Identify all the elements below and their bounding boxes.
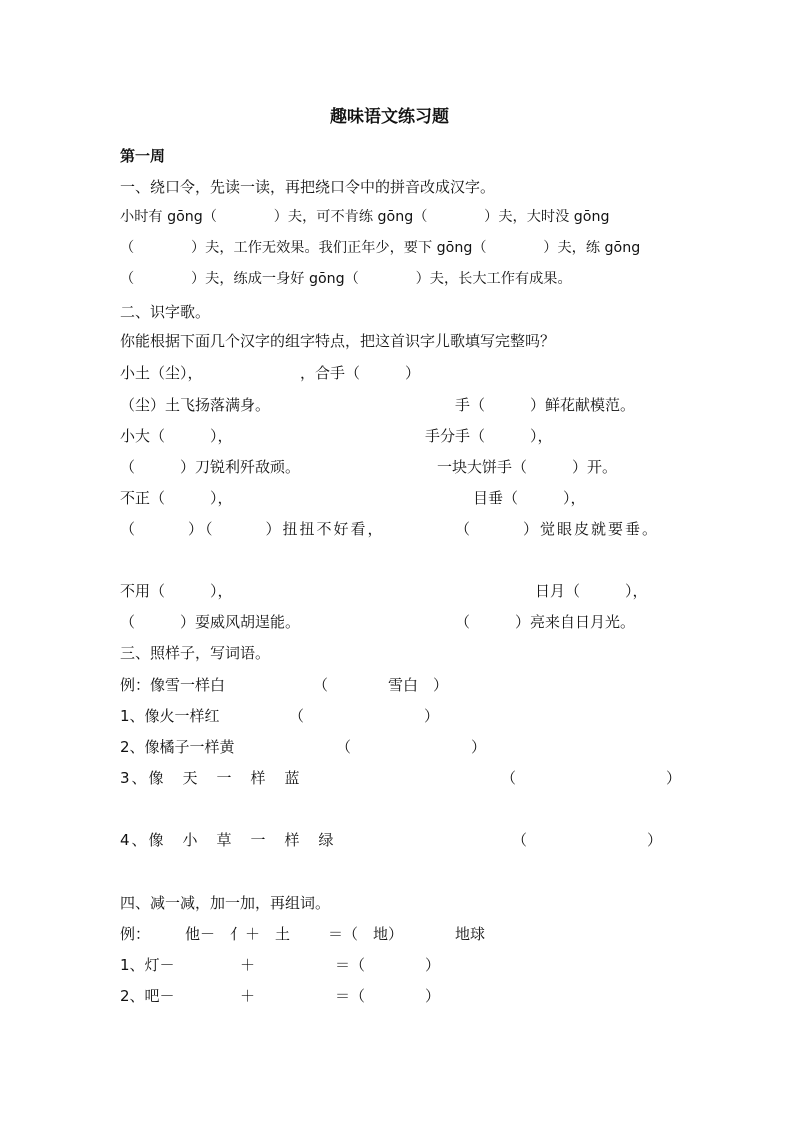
week-heading: 第一周 [120, 147, 166, 165]
item-1-left: 1、像火一样红 [120, 707, 220, 725]
section-1-line-3: （ ）夫，练成一身好 gōng（ ）夫，长大工作有成果。 [120, 271, 572, 287]
rhyme-row-2-left: （尘）土飞扬落满身。 [120, 396, 271, 414]
example-right: （ 雪白 ） [313, 676, 449, 694]
rhyme-row-6-right: （ ）觉眼皮就要垂。 [455, 520, 660, 538]
item-4-1-left: 1、灯－ [120, 956, 175, 974]
item-4-2-left: 2、吧－ [120, 987, 175, 1005]
section-1-line-1: 小时有 gōng（ ）夫，可不肯练 gōng（ ）夫，大时没 gōng [120, 209, 610, 225]
rhyme-row-6-left: （ ）（ ）扭扭不好看， [120, 520, 385, 538]
section-4-heading: 四、减一减，加一加，再组词。 [120, 894, 331, 912]
rhyme-row-3-right: 手分手（ ）， [425, 427, 553, 445]
example-left: 例：像雪一样白 [120, 676, 226, 694]
rhyme-row-5-right: 目垂（ ）， [473, 489, 586, 507]
item-2-left: 2、像橘子一样黄 [120, 738, 235, 756]
rhyme-row-8-left: （ ）耍威风胡逞能。 [120, 613, 301, 631]
example-4-word: 地球 [455, 925, 486, 943]
section-1-heading: 一、绕口令，先读一读，再把绕口令中的拼音改成汉字。 [120, 178, 496, 196]
item-4-left: 4、像 小 草 一 样 绿 [120, 831, 336, 849]
rhyme-row-7-right: 日月（ ）， [535, 582, 648, 600]
item-4-1-plus: ＋ [240, 956, 256, 974]
section-2-heading: 二、识字歌。 [120, 303, 211, 321]
item-1-blank: （ ） [289, 707, 440, 725]
example-4-result: ＝（ 地） [328, 925, 404, 943]
rhyme-row-2-right: 手（ ）鲜花献模范。 [455, 396, 636, 414]
item-3-left: 3、像 天 一 样 蓝 [120, 769, 302, 787]
section-1-line-2: （ ）夫，工作无效果。我们正年少，要下 gōng（ ）夫，练 gōng [120, 240, 641, 256]
section-2-intro: 你能根据下面几个汉字的组字特点，把这首识字儿歌填写完整吗？ [120, 332, 556, 350]
item-4-2-plus: ＋ [240, 987, 256, 1005]
example-4-label: 例： [120, 925, 151, 943]
item-4-blank: （ ） [512, 831, 663, 849]
item-3-blank: （ ） [501, 769, 682, 787]
section-3-heading: 三、照样子，写词语。 [120, 644, 271, 662]
rhyme-row-5-left: 不正（ ）， [120, 489, 233, 507]
rhyme-row-1: 小土（尘）， ，合手（ ） [120, 364, 421, 382]
rhyme-row-4-left: （ ）刀锐利歼敌顽。 [120, 458, 301, 476]
example-4-formula: 他－ 亻＋ 土 [185, 925, 291, 943]
page-title: 趣味语文练习题 [330, 107, 449, 127]
rhyme-row-4-right: 一块大饼手（ ）开。 [437, 458, 618, 476]
item-2-blank: （ ） [336, 738, 487, 756]
rhyme-row-3-left: 小大（ ）， [120, 427, 233, 445]
item-4-1-result: ＝（ ） [335, 956, 441, 974]
item-4-2-result: ＝（ ） [335, 987, 441, 1005]
rhyme-row-7-left: 不用（ ）， [120, 582, 233, 600]
rhyme-row-8-right: （ ）亮来自日月光。 [455, 613, 636, 631]
